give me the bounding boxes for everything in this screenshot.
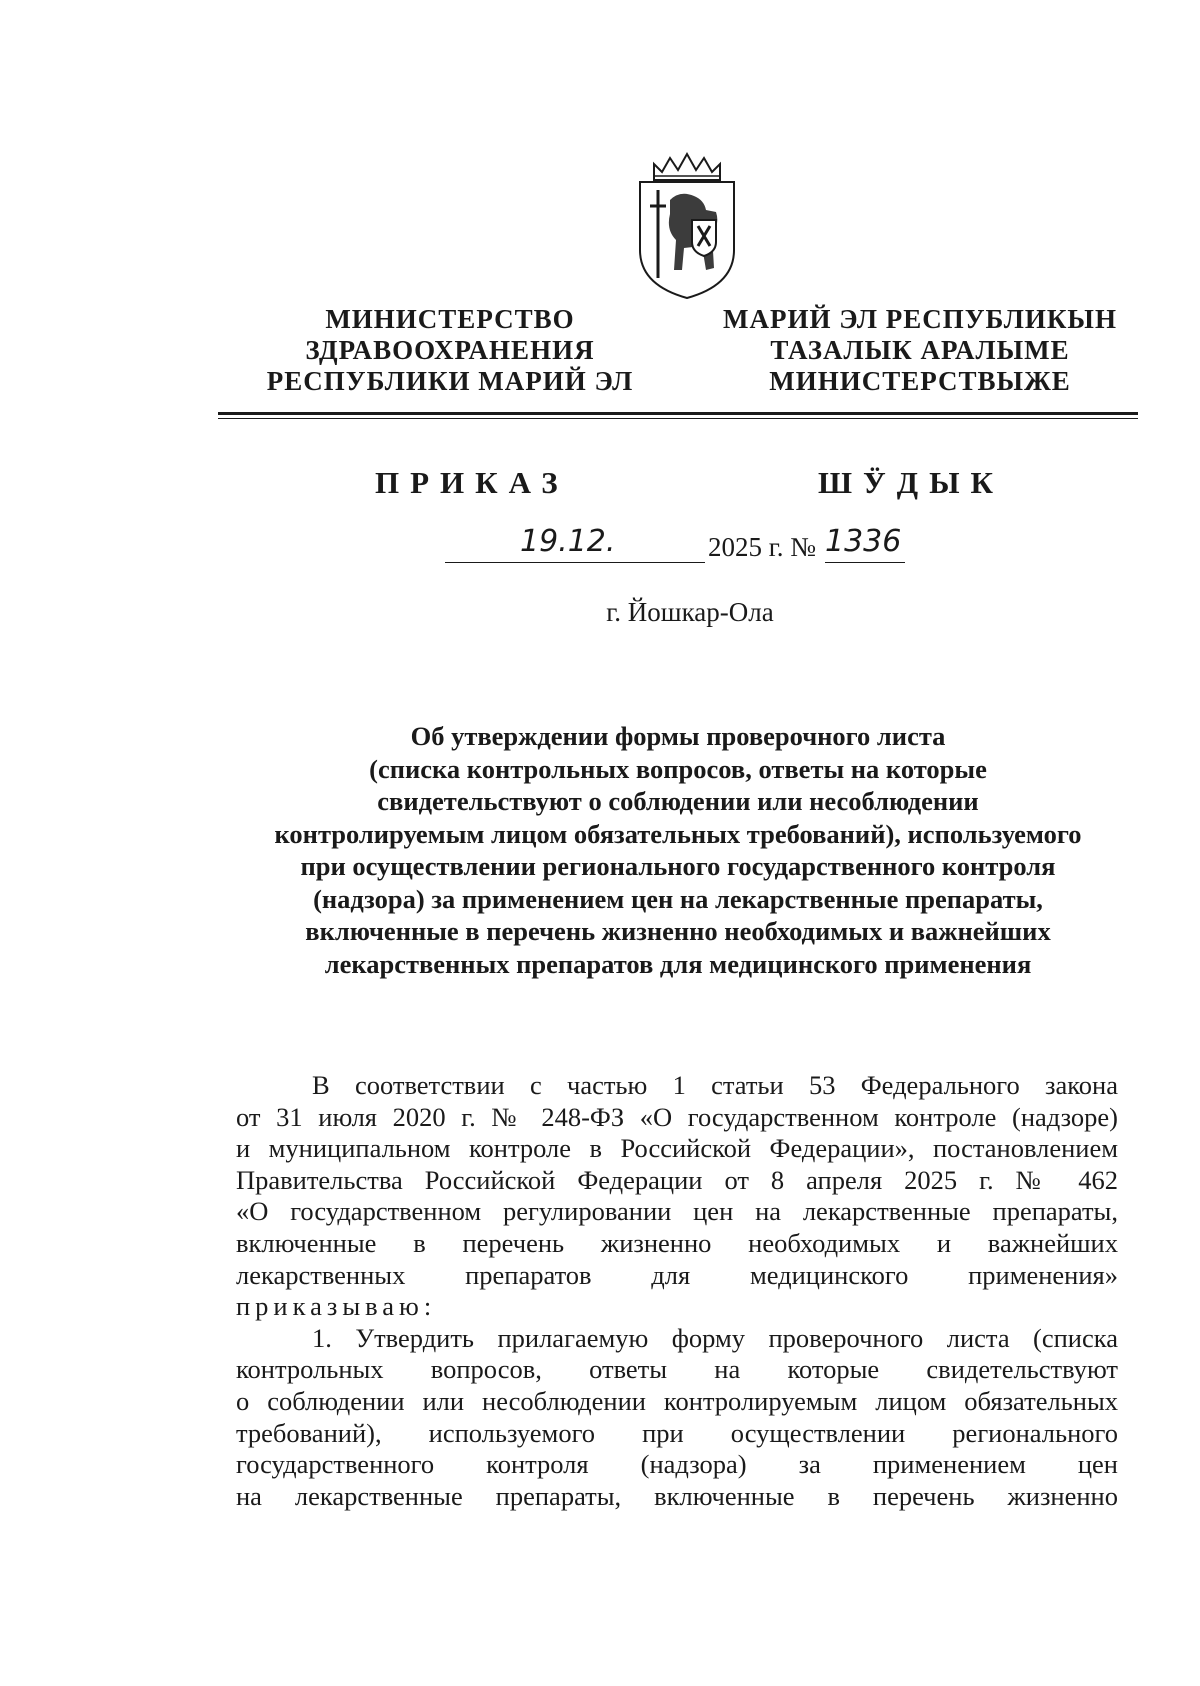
- number-underline: [825, 562, 905, 563]
- body-line: В соответствии с частью 1 статьи 53 Федерального закона: [312, 1070, 1118, 1100]
- title-line: при осуществлении регионального государственного контроля: [300, 851, 1056, 881]
- body-line: включенные в перечень жизненно необходимых и важнейших: [236, 1227, 1118, 1258]
- coat-of-arms-emblem: [632, 150, 742, 300]
- body-line: «О государственном регулировании цен на лекарственные препараты,: [236, 1196, 1118, 1227]
- body-line: Правительства Российской Федерации от 8 апреля 2025 г. № 462: [236, 1164, 1118, 1195]
- title-line: включенные в перечень жизненно необходимых и важнейших: [305, 916, 1051, 946]
- ministry-name-russian: [240, 304, 660, 397]
- header-left-line: РЕСПУБЛИКИ МАРИЙ ЭЛ: [266, 366, 634, 396]
- body-line: требований), используемого при осуществлении регионального: [236, 1417, 1118, 1448]
- body-line: государственного контроля (надзора) за применением цен: [236, 1449, 1118, 1480]
- body-line: о соблюдении или несоблюдении контролируемым лицом обязательных: [236, 1385, 1118, 1416]
- doc-type-mari: ШӰДЫК: [818, 465, 1005, 500]
- body-line: контрольных вопросов, ответы на которые свидетельствуют: [236, 1354, 1118, 1385]
- header-right-line: МИНИСТЕРСТВЫЖЕ: [769, 366, 1071, 396]
- body-line: и муниципальном контроле в Российской Федерации», постановлением: [236, 1133, 1118, 1164]
- doc-type-russian: ПРИКАЗ: [375, 465, 569, 500]
- header-right-line: МАРИЙ ЭЛ РЕСПУБЛИКЫН: [723, 304, 1117, 334]
- title-line: свидетельствуют о соблюдении или несоблюдении: [377, 786, 979, 816]
- date-number-line: [445, 524, 1145, 570]
- body-line: на лекарственные препараты, включенные в перечень жизненно: [236, 1480, 1118, 1511]
- body-line: от 31 июля 2020 г. № 248-ФЗ «О государственном контроле (надзоре): [236, 1101, 1118, 1132]
- body-line: приказываю:: [236, 1291, 437, 1322]
- header-left-line: ЗДРАВООХРАНЕНИЯ: [305, 335, 595, 365]
- body-line: лекарственных препаратов для медицинского применения»: [236, 1259, 1118, 1290]
- title-line: Об утверждении формы проверочного листа: [410, 721, 946, 751]
- header-right-line: ТАЗАЛЫК АРАЛЫМЕ: [770, 335, 1070, 365]
- title-line: лекарственных препаратов для медицинского применения: [324, 948, 1032, 979]
- header-divider-thick: [218, 412, 1138, 415]
- year-and-number-label: 2025 г. №: [708, 532, 817, 562]
- title-line: (списка контрольных вопросов, ответы на которые: [369, 753, 987, 784]
- city: г. Йошкар-Ола: [606, 597, 774, 627]
- header-left-line: МИНИСТЕРСТВО: [325, 304, 575, 334]
- ministry-name-mari: [700, 304, 1140, 397]
- title-line: (надзора) за применением цен на лекарственные препараты,: [313, 883, 1043, 914]
- date-underline: [445, 562, 705, 563]
- document-title: [218, 720, 1138, 980]
- title-line: контролируемым лицом обязательных требований), используемого: [274, 818, 1082, 849]
- document-body: [236, 1070, 1118, 1512]
- body-line: 1. Утвердить прилагаемую форму проверочного листа (списка: [312, 1322, 1118, 1353]
- handwritten-date: 19.12.: [520, 524, 616, 559]
- header-divider-thin: [218, 418, 1138, 419]
- handwritten-number: 1336: [825, 524, 902, 559]
